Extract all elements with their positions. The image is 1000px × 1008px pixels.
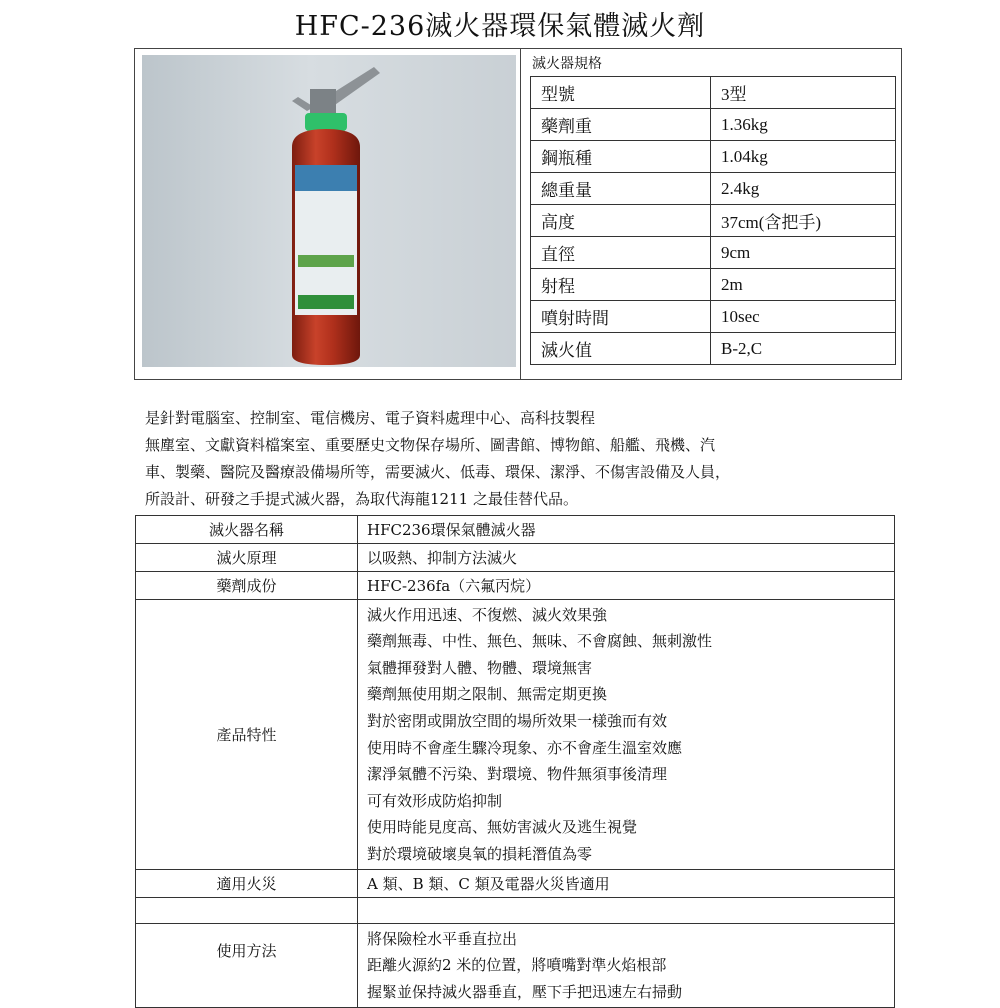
details-row-name	[136, 516, 895, 544]
details-row-agent	[136, 572, 895, 600]
page-title: HFC-236滅火器環保氣體滅火劑	[294, 11, 706, 42]
spec-caption: 滅火器規格	[532, 56, 602, 72]
spec-value: 2m	[711, 269, 896, 301]
intro-line: 無塵室、文獻資料檔案室、重要歷史文物保存場所、圖書館、博物館、船艦、飛機、汽	[145, 436, 716, 454]
details-row-features	[136, 600, 895, 870]
details-table	[135, 515, 895, 1008]
details-row-principle	[136, 544, 895, 572]
feature-item: 氣體揮發對人體、物體、環境無害	[367, 658, 593, 677]
features-list	[358, 600, 895, 870]
extinguisher-photo	[142, 55, 516, 367]
spec-key: 直徑	[531, 237, 711, 269]
details-row-fire-types	[136, 870, 895, 898]
spec-value: 37cm(含把手)	[711, 205, 896, 237]
details-value: A 類、B 類、C 類及電器火災皆適用	[358, 870, 895, 898]
usage-step: 握緊並保持滅火器垂直，壓下手把迅速左右掃動	[367, 982, 683, 1001]
spec-row	[531, 269, 896, 301]
spec-row	[531, 141, 896, 173]
spec-value: B-2,C	[711, 333, 896, 365]
details-value: HFC236環保氣體滅火器	[358, 516, 895, 544]
spec-divider	[520, 48, 521, 380]
spec-value: 2.4kg	[711, 173, 896, 205]
spec-value: 1.36kg	[711, 109, 896, 141]
spec-key: 鋼瓶種	[531, 141, 711, 173]
feature-item: 藥劑無使用期之限制、無需定期更換	[367, 685, 608, 704]
intro-line: 所設計、研發之手提式滅火器，為取代海龍1211 之最佳替代品。	[145, 490, 578, 508]
details-label: 產品特性	[136, 600, 358, 870]
details-label-empty	[136, 898, 358, 924]
spec-value: 3型	[711, 77, 896, 109]
spec-row	[531, 237, 896, 269]
spec-row	[531, 109, 896, 141]
spec-key: 噴射時間	[531, 301, 711, 333]
intro-paragraph	[145, 405, 905, 513]
details-value: 以吸熱、抑制方法滅火	[358, 544, 895, 572]
spec-key: 滅火值	[531, 333, 711, 365]
details-label: 藥劑成份	[136, 572, 358, 600]
spec-key: 射程	[531, 269, 711, 301]
feature-item: 可有效形成防焰抑制	[367, 791, 503, 810]
feature-item: 藥劑無毒、中性、無色、無味、不會腐蝕、無刺激性	[367, 632, 713, 651]
spec-row	[531, 301, 896, 333]
feature-item: 對於密閉或開放空間的場所效果一樣強而有效	[367, 711, 668, 730]
spec-row	[531, 333, 896, 365]
spec-row	[531, 77, 896, 109]
spec-row	[531, 173, 896, 205]
details-value: HFC-236fa（六氟丙烷）	[358, 572, 895, 600]
spec-row	[531, 205, 896, 237]
feature-item: 滅火作用迅速、不復燃、滅火效果強	[367, 605, 608, 624]
spec-key: 高度	[531, 205, 711, 237]
details-label: 使用方法	[136, 924, 358, 1008]
spec-value: 9cm	[711, 237, 896, 269]
spec-value: 1.04kg	[711, 141, 896, 173]
spec-value: 10sec	[711, 301, 896, 333]
details-row-spacer	[136, 898, 895, 924]
spec-key: 藥劑重	[531, 109, 711, 141]
details-label: 適用火災	[136, 870, 358, 898]
spec-table	[530, 76, 896, 365]
details-row-usage	[136, 924, 895, 1008]
usage-step: 將保險栓水平垂直拉出	[367, 929, 518, 948]
spec-key: 總重量	[531, 173, 711, 205]
feature-item: 對於環境破壞臭氧的損耗潛值為零	[367, 844, 593, 863]
fire-extinguisher-icon	[142, 55, 516, 367]
intro-line: 車、製藥、醫院及醫療設備場所等，需要滅火、低毒、環保、潔淨、不傷害設備及人員，	[145, 463, 731, 481]
feature-item: 潔淨氣體不污染、對環境、物件無須事後清理	[367, 765, 668, 784]
details-value-empty	[358, 898, 895, 924]
spec-key: 型號	[531, 77, 711, 109]
feature-item: 使用時能見度高、無妨害滅火及逃生視覺	[367, 818, 638, 837]
details-label: 滅火器名稱	[136, 516, 358, 544]
usage-list	[358, 924, 895, 1008]
feature-item: 使用時不會產生驟冷現象、亦不會產生溫室效應	[367, 738, 683, 757]
details-label: 滅火原理	[136, 544, 358, 572]
intro-line: 是針對電腦室、控制室、電信機房、電子資料處理中心、高科技製程	[145, 409, 596, 427]
usage-step: 距離火源約2 米的位置，將噴嘴對準火焰根部	[367, 956, 667, 975]
